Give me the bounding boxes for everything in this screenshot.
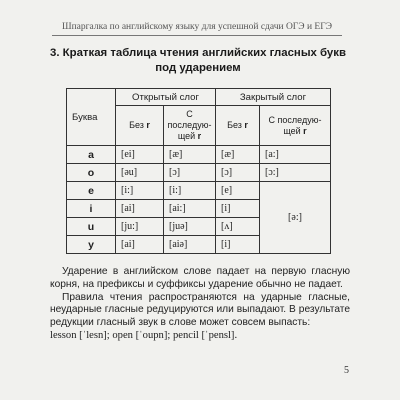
cell-open-r: [i:] xyxy=(164,182,216,200)
row-letter: o xyxy=(67,164,116,182)
cell-closed-no-r: [i] xyxy=(216,236,260,254)
group-header-open: Открытый слог xyxy=(116,89,216,106)
row-letter: i xyxy=(67,200,116,218)
cell-closed-r: [ɔ:] xyxy=(260,164,331,182)
table-row xyxy=(67,164,331,182)
row-letter: a xyxy=(67,146,116,164)
cell-open-no-r: [ai] xyxy=(116,200,164,218)
subheader-open-no-r: Без r xyxy=(116,106,164,146)
subheader-closed-with-r: С последую- щей r xyxy=(260,106,331,146)
vowel-reading-table xyxy=(66,88,331,254)
cell-open-no-r: [i:] xyxy=(116,182,164,200)
body-text xyxy=(50,266,350,343)
subheader-open-with-r: С последую- щей r xyxy=(164,106,216,146)
cell-open-r: [aiə] xyxy=(164,236,216,254)
table-row xyxy=(67,182,331,200)
examples-line: lesson [ˈlesn]; open [ˈoupn]; pencil [ˈpensl]. xyxy=(50,329,238,341)
cell-closed-no-r: [e] xyxy=(216,182,260,200)
cell-closed-r-merged: [ə:] xyxy=(260,182,331,254)
cell-open-r: [ai:] xyxy=(164,200,216,218)
running-head: Шпаргалка по английскому языку для успешной сдачи ОГЭ и ЕГЭ xyxy=(52,22,342,36)
section-title xyxy=(48,46,348,76)
paragraph-reduction: Правила чтения распространяются на ударные гласные, неударные гласные редуцируются или выпадают. В результате редукции гласный звук в слове может совсем выпасть: xyxy=(50,291,350,329)
row-letter: e xyxy=(67,182,116,200)
cell-open-r: [æ] xyxy=(164,146,216,164)
col-header-letter: Буква xyxy=(67,89,116,146)
section-title-line-2: под ударением xyxy=(155,62,241,74)
cell-open-r: [juə] xyxy=(164,218,216,236)
cell-closed-r: [a:] xyxy=(260,146,331,164)
cell-open-r: [ɔ] xyxy=(164,164,216,182)
cell-open-no-r: [əu] xyxy=(116,164,164,182)
cell-closed-no-r: [ɔ] xyxy=(216,164,260,182)
cell-closed-no-r: [i] xyxy=(216,200,260,218)
cell-open-no-r: [ju:] xyxy=(116,218,164,236)
cell-open-no-r: [ei] xyxy=(116,146,164,164)
row-letter: u xyxy=(67,218,116,236)
page-number: 5 xyxy=(344,365,349,376)
cell-closed-no-r: [ʌ] xyxy=(216,218,260,236)
paragraph-stress: Ударение в английском слове падает на первую гласную корня, на префиксы и суффиксы ударение обычно не падает. xyxy=(50,266,350,290)
section-title-line-1: 3. Краткая таблица чтения английских гласных букв xyxy=(50,47,346,59)
row-letter: y xyxy=(67,236,116,254)
group-header-closed: Закрытый слог xyxy=(216,89,331,106)
table-row xyxy=(67,146,331,164)
subheader-closed-no-r: Без r xyxy=(216,106,260,146)
cell-closed-no-r: [æ] xyxy=(216,146,260,164)
cell-open-no-r: [ai] xyxy=(116,236,164,254)
